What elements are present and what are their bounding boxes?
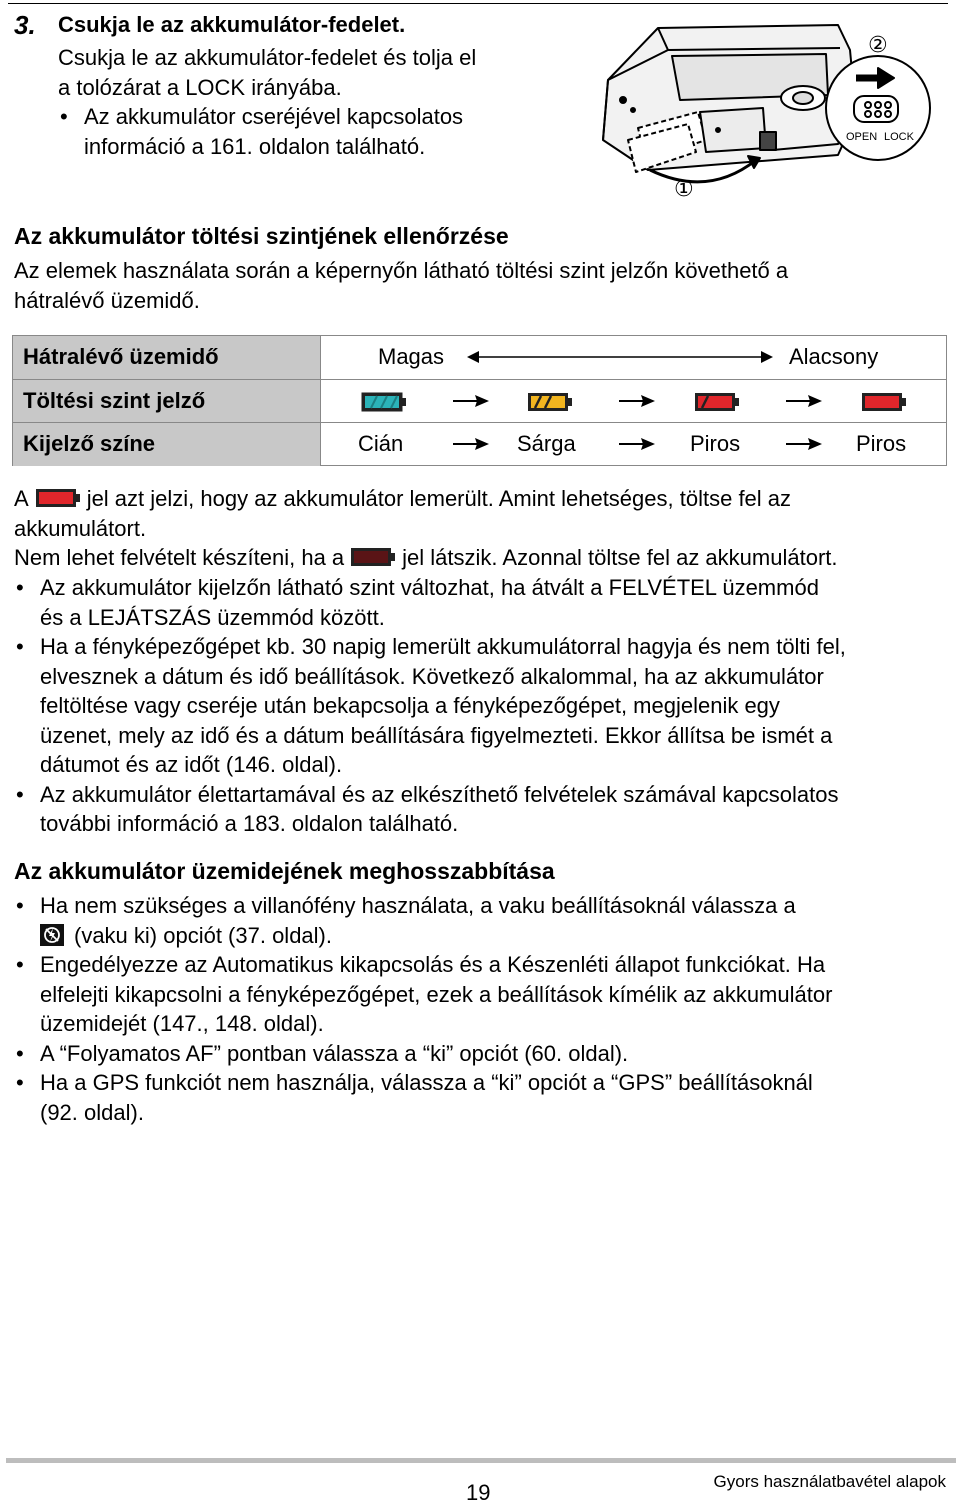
row-header: Kijelző színe [13,423,321,466]
page-number: 19 [466,1480,491,1505]
arrow-right-icon [786,423,822,465]
battery-notes-list [14,573,846,839]
color-yellow: Sárga [517,431,576,456]
section-title-extend: Az akkumulátor üzemidejének meghosszabbítása [14,858,555,884]
bullet-dot: • [16,781,24,807]
callout-2: ② [868,33,888,58]
list-item: • Az akkumulátor élettartamával és az elkészíthető felvételek számával kapcsolatos [14,780,846,810]
list-item-cont: és a LEJÁTSZÁS üzemmód között. [40,604,385,630]
callout-1: ① [674,177,694,202]
arrow-right-icon [619,423,655,465]
row-header: Töltési szint jelző [13,380,321,423]
list-item: • Ha a GPS funkciót nem használja, válassza a “ki” opciót a “GPS” beállításoknál [14,1068,832,1098]
list-item: • Az akkumulátor kijelzőn látható szint változhat, ha átvált a FELVÉTEL üzemmód [14,573,846,603]
list-item-cont: elfelejti kikapcsolni a fényképezőgépet, ezek a beállítások kímélik az akkumulátor [40,981,833,1007]
battery-half-yellow-icon [527,391,573,413]
list-item: • Ha a fényképezőgépet kb. 30 napig lemerült akkumulátorral hagyja és nem tölti fel, [14,632,846,662]
section-title-level: Az akkumulátor töltési szintjének ellenőrzése [14,223,509,249]
table-row-remaining [13,336,946,379]
list-item: • Ha nem szükséges a villanófény használata, a vaku beállításoknál válassza a [14,891,832,921]
table-row-indicator [13,379,946,423]
bullet-dot: • [16,893,24,918]
step-bullet-cont: információ a 161. oldalon található. [84,133,426,159]
empty-battery-note: A jel azt jelzi, hogy az akkumulátor lemerült. Amint lehetséges, töltse fel az akkumulátort. Nem lehet felvételt készíteni, ha a jel látszik. Azonnal töltse fel az akkumulátort. [14,486,838,570]
top-rule [8,3,948,4]
level-intro: Az elemek használata során a képernyőn látható töltési szint jelzőn követhető a hátralévő üzemidő. [14,258,789,313]
step-line: Csukja le az akkumulátor-fedelet és tolja el [58,45,477,70]
list-item-cont: (92. oldal). [40,1099,144,1125]
lock-label: LOCK [884,131,914,143]
bullet-dot: • [16,1070,24,1095]
high-label: Magas [378,344,445,369]
battery-level-table [12,335,947,466]
battery-empty-dark-icon [350,546,396,568]
camera-battery-cover-illustration [588,20,938,210]
step-title: Csukja le az akkumulátor-fedelet. [58,12,406,37]
arrow-right-icon [619,380,655,422]
step-bullet: • Az akkumulátor cseréjével kapcsolatos [58,102,476,132]
step-number: 3. [14,10,36,40]
list-item: • Engedélyezze az Automatikus kikapcsolás és a Készenléti állapot funkciókat. Ha [14,950,832,980]
list-item-cont: üzenet, mely az idő és a dátum beállítására figyelmezteti. Ekkor állítsa be ismét a [40,722,833,748]
table-row-color [13,422,946,466]
battery-full-cyan-icon [361,391,407,413]
arrow-right-icon [453,423,489,465]
footer-rule [6,1458,956,1463]
flash-off-icon [40,924,64,946]
list-item-cont: dátumot és az időt (146. oldal). [40,752,343,777]
battery-empty-red-icon [861,391,907,413]
bullet-dot: • [60,104,68,129]
arrow-right-icon [786,380,822,422]
extend-list [14,891,832,1127]
open-label: OPEN [846,131,878,143]
list-item-cont: (vaku ki) opciót (37. oldal). [14,921,832,951]
step-body [58,43,476,161]
list-item-cont: további információ a 183. oldalon található. [40,811,459,836]
row-header: Hátralévő üzemidő [13,336,321,379]
bullet-dot: • [16,952,24,977]
color-red: Piros [690,431,741,456]
footer-chapter: Gyors használatbavétel alapok [713,1472,946,1491]
list-item-cont: feltöltése vagy cseréje után bekapcsolja a fényképezőgépet, megjelenik egy [40,693,780,718]
arrow-right-icon [453,380,489,422]
color-red-2: Piros [856,431,907,456]
battery-empty-icon [35,487,81,509]
double-arrow-icon [465,336,775,378]
list-item-cont: üzemidejét (147., 148. oldal). [40,1011,324,1036]
step-line: a tolózárat a LOCK irányába. [58,74,342,100]
bullet-dot: • [16,1040,24,1066]
battery-low-red-icon [694,391,740,413]
list-item: • A “Folyamatos AF” pontban válassza a “ki” opciót (60. oldal). [14,1039,832,1069]
bullet-dot: • [16,575,24,600]
bullet-dot: • [16,634,24,659]
list-item-cont: elvesznek a dátum és idő beállítások. Következő alkalommal, ha az akkumulátor [40,663,824,689]
color-cyan: Cián [358,431,404,456]
low-label: Alacsony [789,344,879,369]
